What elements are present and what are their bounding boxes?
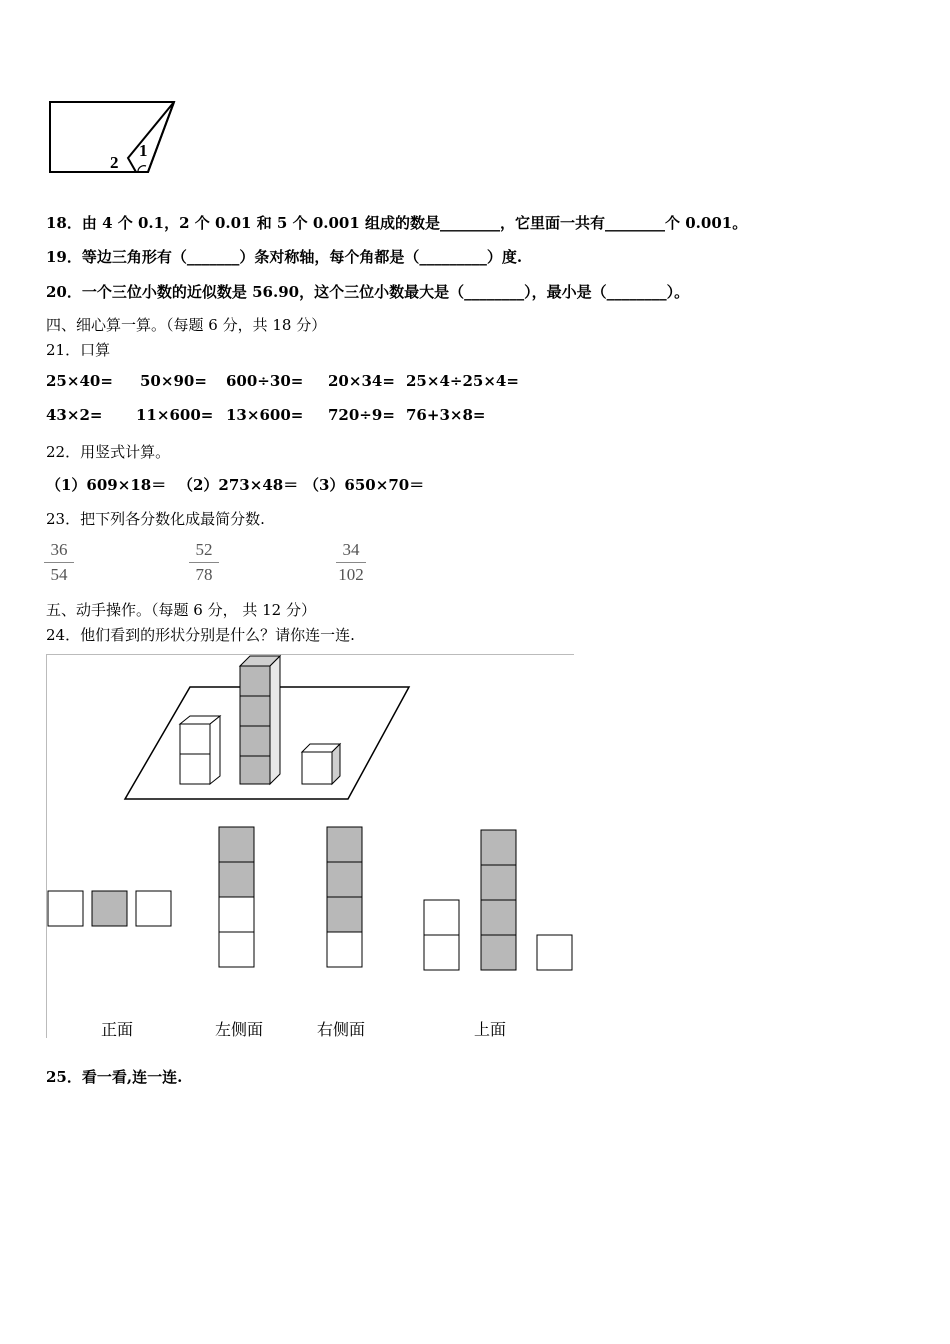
view-label-front: 正面 (101, 1020, 134, 1039)
fraction-denominator: 54 (50, 565, 68, 584)
question-18: 18．由 4 个 0.1，2 个 0.01 和 5 个 0.001 组成的数是________，它里面一共有________个 0.001。 (46, 214, 748, 232)
oral-item: 76+3×8= (406, 406, 486, 424)
angle-label-1: 1 (139, 141, 148, 160)
cube-stack-tall (240, 656, 280, 784)
oral-item: 720÷9= (328, 406, 395, 424)
oral-item: 25×4÷25×4= (406, 372, 519, 390)
oral-item: 25×40= (46, 372, 113, 390)
vertical-item: （3）650×70＝ (304, 476, 425, 494)
angle-label-2: 2 (110, 153, 119, 172)
question-21: 21．口算 (46, 341, 111, 359)
view-label-left: 左侧面 (215, 1020, 264, 1039)
fraction-1 (44, 540, 74, 585)
oral-item: 50×90= (140, 372, 207, 390)
view-label-top: 上面 (474, 1020, 507, 1039)
oral-item: 20×34= (328, 372, 395, 390)
fraction-2 (189, 540, 219, 585)
right-side-view (327, 827, 362, 967)
vertical-item: （1）609×18＝ (46, 476, 167, 494)
section-5-heading: 五、动手操作。（每题 6 分， 共 12 分） (46, 601, 316, 619)
question-19: 19．等边三角形有（_______）条对称轴，每个角都是（_________）度. (46, 248, 523, 266)
view-label-right: 右侧面 (317, 1020, 366, 1039)
vertical-item: （2）273×48＝ (178, 476, 299, 494)
question-24: 24．他们看到的形状分别是什么？请你连一连. (46, 626, 355, 644)
question-20: 20．一个三位小数的近似数是 56.90，这个三位小数最大是（________），最小是（________）。 (46, 283, 690, 301)
front-view (48, 891, 171, 926)
top-view (424, 830, 572, 970)
cube-single-right (302, 744, 340, 784)
question-23: 23．把下列各分数化成最简分数. (46, 510, 265, 528)
fraction-denominator: 102 (338, 565, 364, 584)
fraction-3 (336, 540, 366, 585)
folded-rectangle-figure (46, 98, 186, 178)
section-4-heading: 四、细心算一算。（每题 6 分，共 18 分） (46, 316, 327, 334)
question-25: 25．看一看,连一连. (46, 1068, 183, 1086)
fraction-denominator: 78 (195, 565, 213, 584)
cube-views-figure (46, 654, 574, 1038)
oral-item: 13×600= (226, 406, 304, 424)
fraction-numerator: 36 (44, 540, 74, 563)
left-side-view (219, 827, 254, 967)
question-22: 22．用竖式计算。 (46, 443, 171, 461)
oral-item: 11×600= (136, 406, 214, 424)
oral-item: 600÷30= (226, 372, 304, 390)
fraction-numerator: 34 (336, 540, 366, 563)
oral-item: 43×2= (46, 406, 103, 424)
cube-stack-left (180, 716, 220, 784)
fraction-numerator: 52 (189, 540, 219, 563)
